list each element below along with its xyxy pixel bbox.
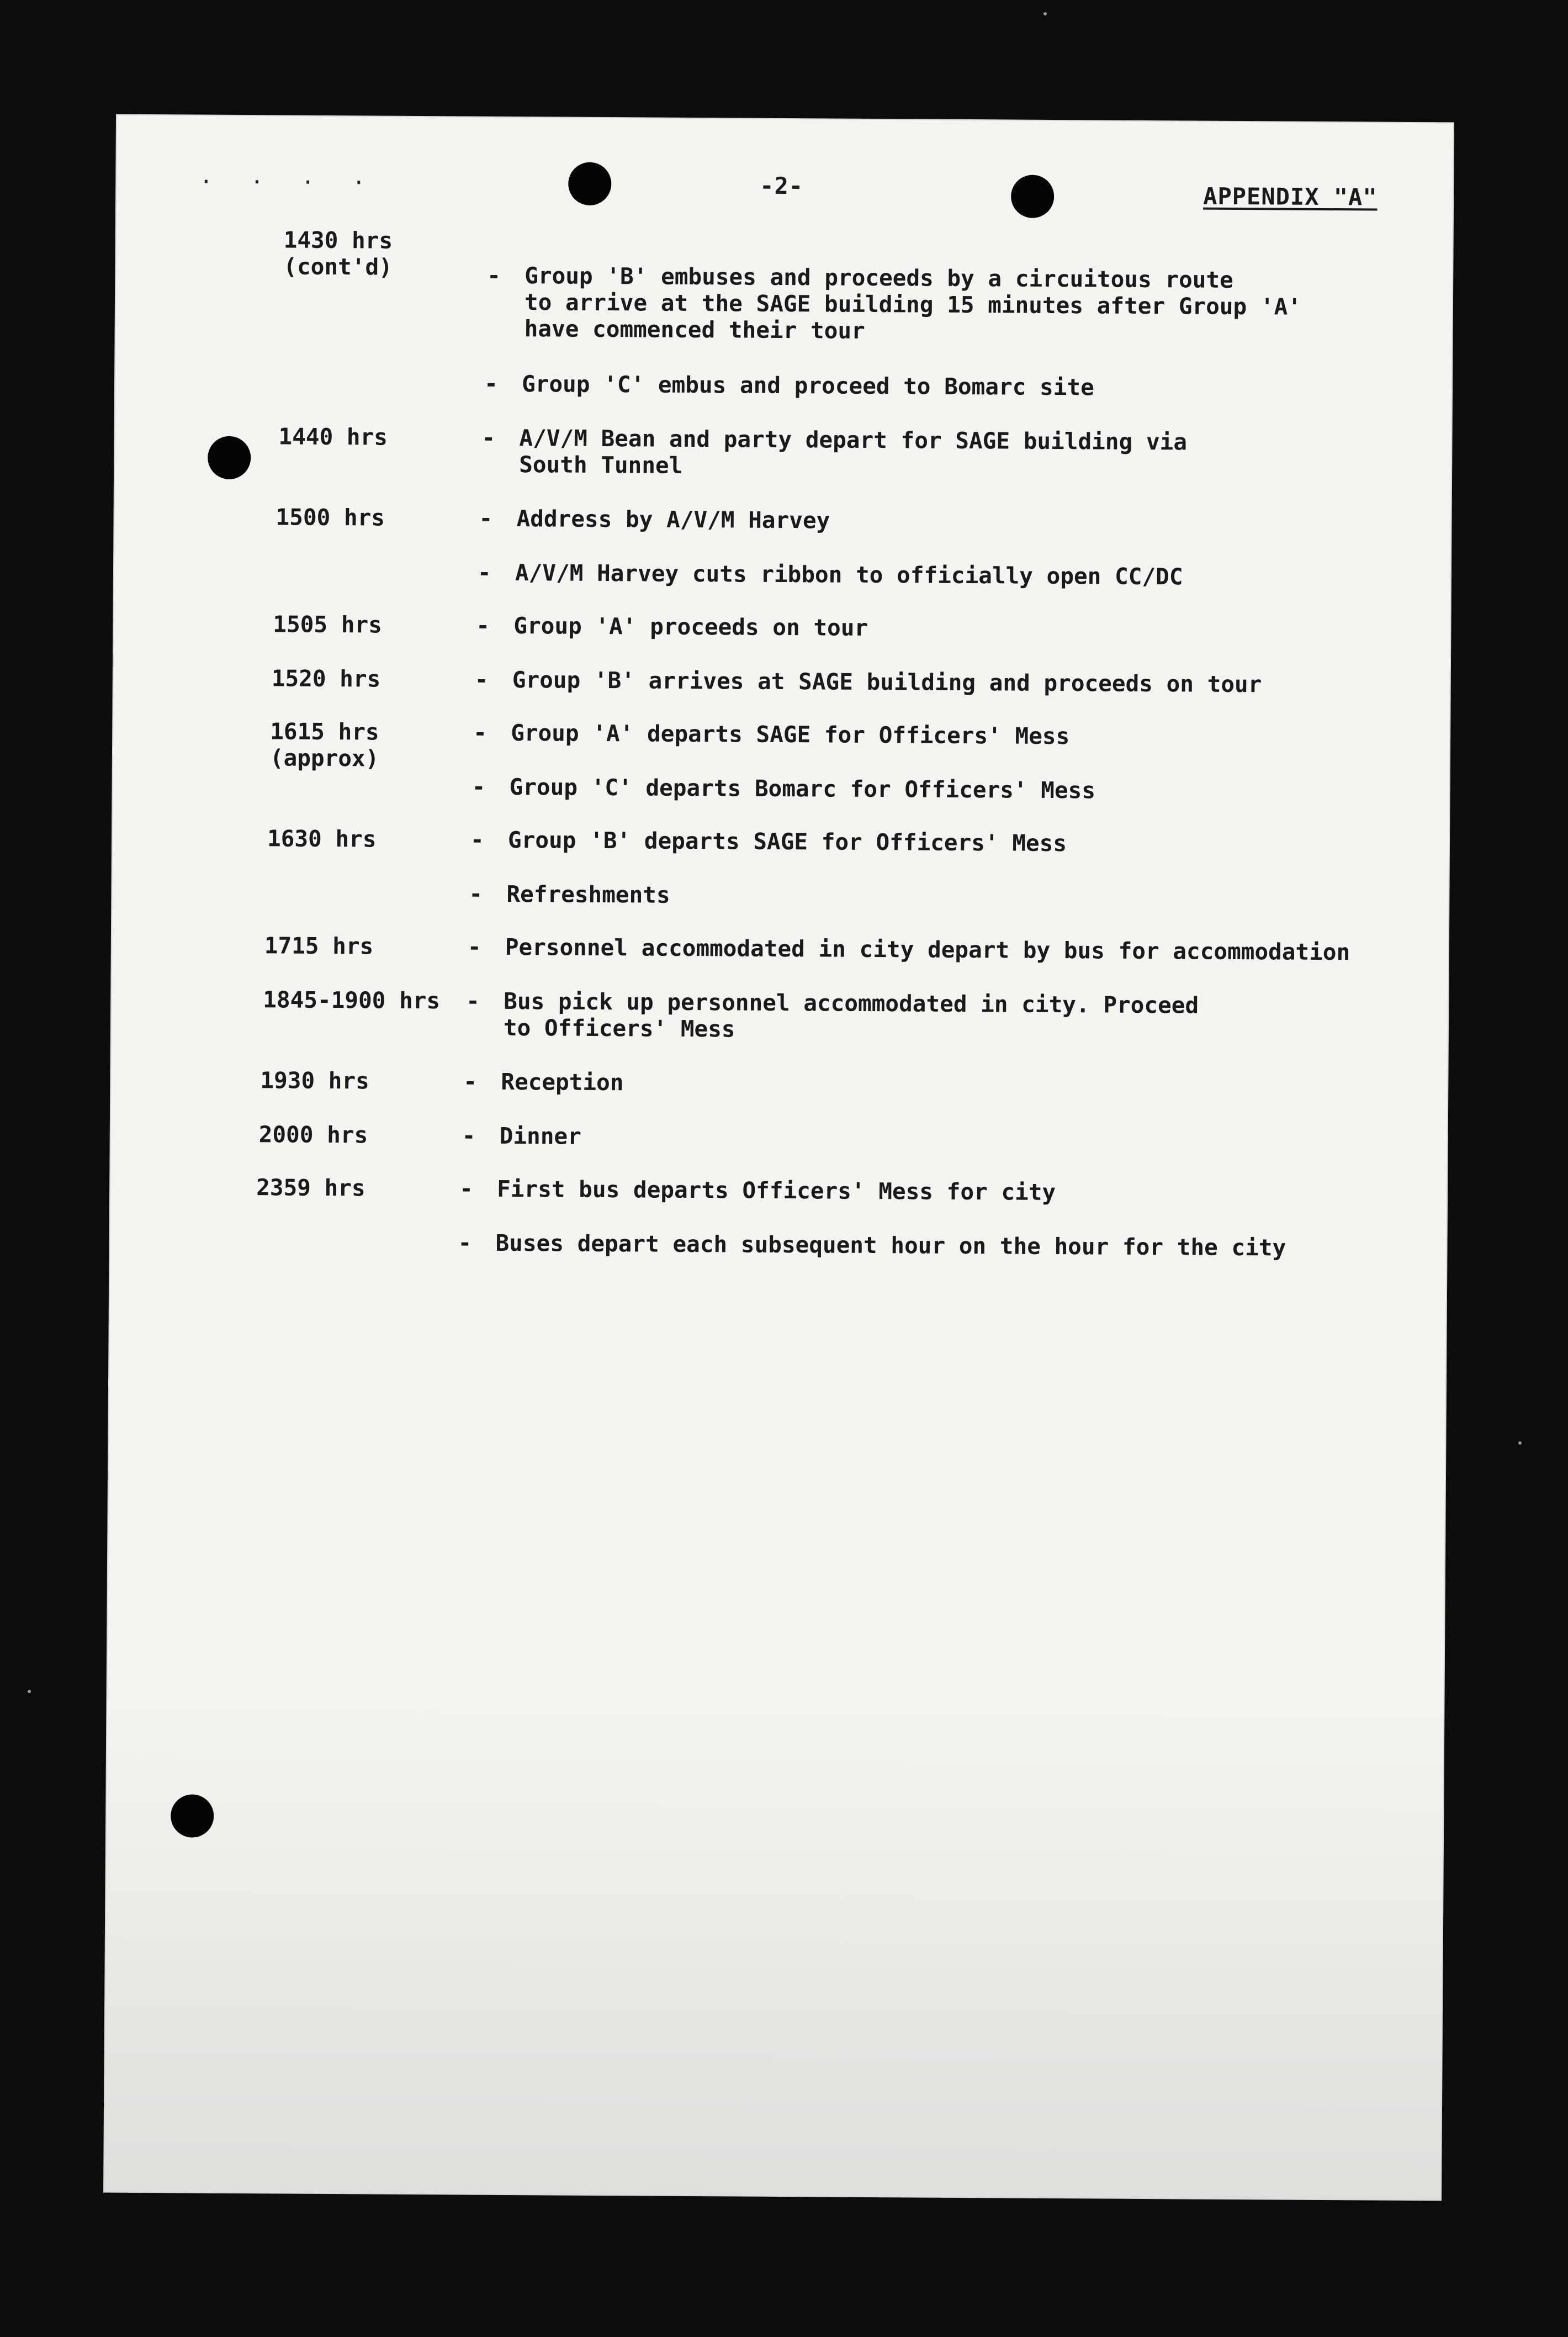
entry-text: Reception [501, 1068, 624, 1096]
punch-hole-left-lower [171, 1794, 214, 1837]
entry-dash: - [458, 1229, 472, 1256]
entry-text: Bus pick up personnel accommodated in city. Proceed to Officers' Mess [503, 987, 1199, 1043]
entry-text: Personnel accommodated in city depart by bus for accommodation [505, 933, 1350, 966]
schedule-entry [114, 610, 1450, 641]
schedule-entry [111, 1120, 1447, 1150]
entry-text: Dinner [499, 1122, 581, 1150]
punch-hole-top-right [1011, 175, 1054, 218]
dust-speck [1518, 1441, 1522, 1445]
entry-dash: - [470, 826, 484, 853]
page-shading [104, 1695, 1443, 2200]
entry-text: Group 'B' embuses and proceeds by a circuitous route to arrive at the SAGE building 15 minutes after Group 'A' have commenced their tour [524, 262, 1302, 344]
entry-dash: - [459, 1175, 473, 1202]
entry-text: Group 'C' departs Bomarc for Officers' Mess [509, 773, 1096, 804]
entry-dash: - [467, 933, 481, 960]
schedule-entry [113, 879, 1449, 908]
entry-time: 2000 hrs [258, 1121, 368, 1149]
dust-speck [1043, 12, 1047, 15]
entry-dash: - [462, 1122, 476, 1149]
schedule-entry [113, 717, 1449, 772]
schedule-entry [116, 226, 1453, 281]
entry-dash: - [463, 1068, 478, 1095]
entry-dash: - [473, 719, 488, 746]
schedule-entry [115, 368, 1452, 401]
entry-dash: - [484, 370, 498, 397]
entry-time: 1630 hrs [267, 825, 377, 853]
entry-text: First bus departs Officers' Mess for city [497, 1175, 1056, 1206]
dust-speck [28, 1690, 31, 1693]
schedule-entry [113, 824, 1449, 857]
entry-time: 2359 hrs [256, 1174, 365, 1202]
entry-text: Address by A/V/M Harvey [516, 505, 830, 534]
document-page [104, 115, 1453, 2200]
entry-dash: - [469, 880, 483, 907]
entry-text: Group 'A' departs SAGE for Officers' Mess [511, 719, 1070, 750]
schedule-entry [113, 771, 1449, 804]
entry-time: 1440 hrs [278, 423, 388, 451]
entry-text: Group 'B' arrives at SAGE building and proceeds on tour [512, 667, 1262, 698]
punch-hole-left-upper [208, 436, 251, 479]
entry-time: 1615 hrs (approx) [269, 718, 379, 772]
entry-time: 1930 hrs [260, 1067, 369, 1095]
schedule-entry [114, 664, 1450, 698]
entry-dash: - [472, 773, 486, 800]
entry-dash: - [479, 505, 493, 532]
schedule-entry [110, 1228, 1447, 1261]
entry-text: Group 'A' proceeds on tour [513, 612, 868, 641]
schedule-entry [112, 932, 1448, 966]
entry-time: 1500 hrs [276, 504, 385, 531]
entry-text: Refreshments [506, 880, 670, 908]
entry-time: 1845-1900 hrs [263, 986, 441, 1014]
schedule-entry [115, 422, 1452, 479]
punch-hole-top-left [568, 162, 611, 205]
entry-dash: - [476, 612, 490, 639]
entry-dash: - [487, 262, 501, 289]
entry-text: A/V/M Bean and party depart for SAGE building via South Tunnel [519, 425, 1188, 479]
schedule-entry [115, 503, 1451, 534]
entry-dash: - [481, 424, 496, 451]
entry-dash: - [474, 666, 489, 693]
schedule-entry [112, 1066, 1448, 1096]
entry-time: 1505 hrs [273, 611, 383, 638]
entry-time: 1430 hrs (cont'd) [283, 226, 393, 281]
schedule-entry [114, 557, 1450, 590]
entry-dash: - [466, 987, 480, 1014]
schedule-entry [110, 1173, 1447, 1206]
schedule-entry [112, 986, 1448, 1043]
appendix-label: APPENDIX "A" [1203, 182, 1378, 211]
entry-time: 1520 hrs [271, 665, 381, 692]
entry-text: A/V/M Harvey cuts ribbon to officially open CC/DC [515, 559, 1183, 590]
entry-text: Buses depart each subsequent hour on the hour for the city [495, 1229, 1286, 1261]
entry-text: Group 'B' departs SAGE for Officers' Mess [507, 826, 1067, 857]
entry-text: Group 'C' embus and proceed to Bomarc site [521, 371, 1094, 401]
page-number: -2- [760, 172, 804, 200]
entry-dash: - [477, 559, 491, 586]
entry-time: 1715 hrs [264, 932, 374, 960]
corner-marks: . . . . [199, 163, 378, 190]
